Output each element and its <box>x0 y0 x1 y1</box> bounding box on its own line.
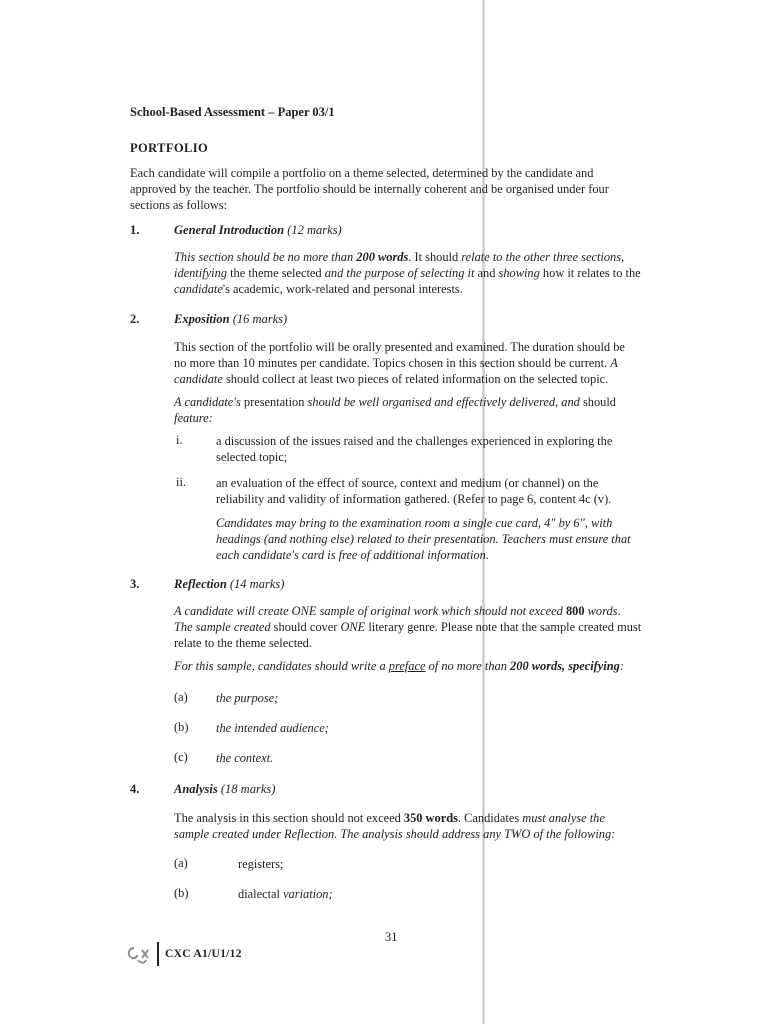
intro-line-2: approved by the teacher. The portfolio should be internally coherent and be organised under four <box>130 182 609 196</box>
section-2-item-ii-mark: ii. <box>176 475 186 489</box>
section-1-number: 1. <box>130 223 140 237</box>
section-2-item-i-mark: i. <box>176 433 183 447</box>
section-4-heading <box>174 782 275 797</box>
section-3-item-a-mark: (a) <box>174 690 188 704</box>
intro-paragraph <box>130 165 652 213</box>
section-3-item-c-mark: (c) <box>174 750 188 764</box>
section-4-paragraph: The analysis in this section should not exceed 350 words. Candidates must analyse the sample created under Reflection. The analysis should address any TWO of the following: <box>174 811 616 841</box>
section-4-item-b-mark: (b) <box>174 886 189 900</box>
section-2-paragraph-2: A candidate's presentation should be well organised and effectively delivered, and should feature: <box>174 395 616 425</box>
section-3-item-a: the purpose; <box>216 691 279 705</box>
page-number: 31 <box>385 930 398 944</box>
section-3-paragraph-2: For this sample, candidates should write a preface of no more than 200 words, specifying: <box>174 659 624 673</box>
document-code: CXC A1/U1/12 <box>165 948 242 960</box>
section-2-title: Exposition <box>174 312 230 326</box>
section-2-paragraph-1: This section of the portfolio will be orally presented and examined. The duration should be no more than 10 minutes per candidate. Topics chosen in this section should be current. A candidate should collect at least two pieces of related information on the selected topic. <box>174 340 625 386</box>
section-3-paragraph-1: A candidate will create ONE sample of original work which should not exceed 800 words. The sample created should cover ONE literary genre. Please note that the sample created must relate to the theme selected. <box>174 604 642 650</box>
footer-divider <box>157 942 159 966</box>
section-4-item-a-mark: (a) <box>174 856 188 870</box>
section-2-item-ii: an evaluation of the effect of source, context and medium (or channel) on the reliability and validity of information gathered. (Refer to page 6, content 4c (v). <box>216 476 612 506</box>
section-3-marks: (14 marks) <box>229 577 285 591</box>
section-2-heading <box>174 312 287 327</box>
section-3-item-b-mark: (b) <box>174 720 189 734</box>
section-1-paragraph: This section should be no more than 200 words. It should relate to the other three sections, identifying the theme selected and the purpose of selecting it and showing how it relates to the candidate's academic, work-related and personal interests. <box>174 250 641 296</box>
document-title: School-Based Assessment – Paper 03/1 <box>130 105 335 119</box>
intro-line-3: sections as follows: <box>130 198 228 212</box>
section-4-number: 4. <box>130 782 140 796</box>
section-4-title: Analysis <box>174 782 218 796</box>
section-1-heading <box>174 223 342 238</box>
section-3-title: Reflection <box>174 577 227 591</box>
section-2-cue-card-note: Candidates may bring to the examination room a single cue card, 4" by 6", with headings (and nothing else) related to their presentation. Teachers must ensure that each candidate's card is free of additional information. <box>216 516 631 562</box>
section-2-marks: (16 marks) <box>232 312 288 326</box>
section-3-number: 3. <box>130 577 140 591</box>
section-3-item-b: the intended audience; <box>216 721 329 735</box>
portfolio-heading: PORTFOLIO <box>130 141 209 155</box>
section-4-marks: (18 marks) <box>220 782 276 796</box>
section-1-marks: (12 marks) <box>287 223 342 237</box>
intro-line-1: Each candidate will compile a portfolio on a theme selected, determined by the candidate and <box>130 166 594 180</box>
section-4-item-a: registers; <box>238 857 284 871</box>
scan-fold-line <box>482 0 485 1024</box>
cxc-logo-icon <box>124 944 152 966</box>
section-4-item-b: dialectal variation; <box>238 887 333 901</box>
section-1-title: General Introduction <box>174 223 285 237</box>
section-2-item-i: a discussion of the issues raised and the challenges experienced in exploring the selected topic; <box>216 434 613 464</box>
section-2-number: 2. <box>130 312 140 326</box>
section-3-heading <box>174 577 284 592</box>
section-3-item-c: the context. <box>216 751 274 765</box>
